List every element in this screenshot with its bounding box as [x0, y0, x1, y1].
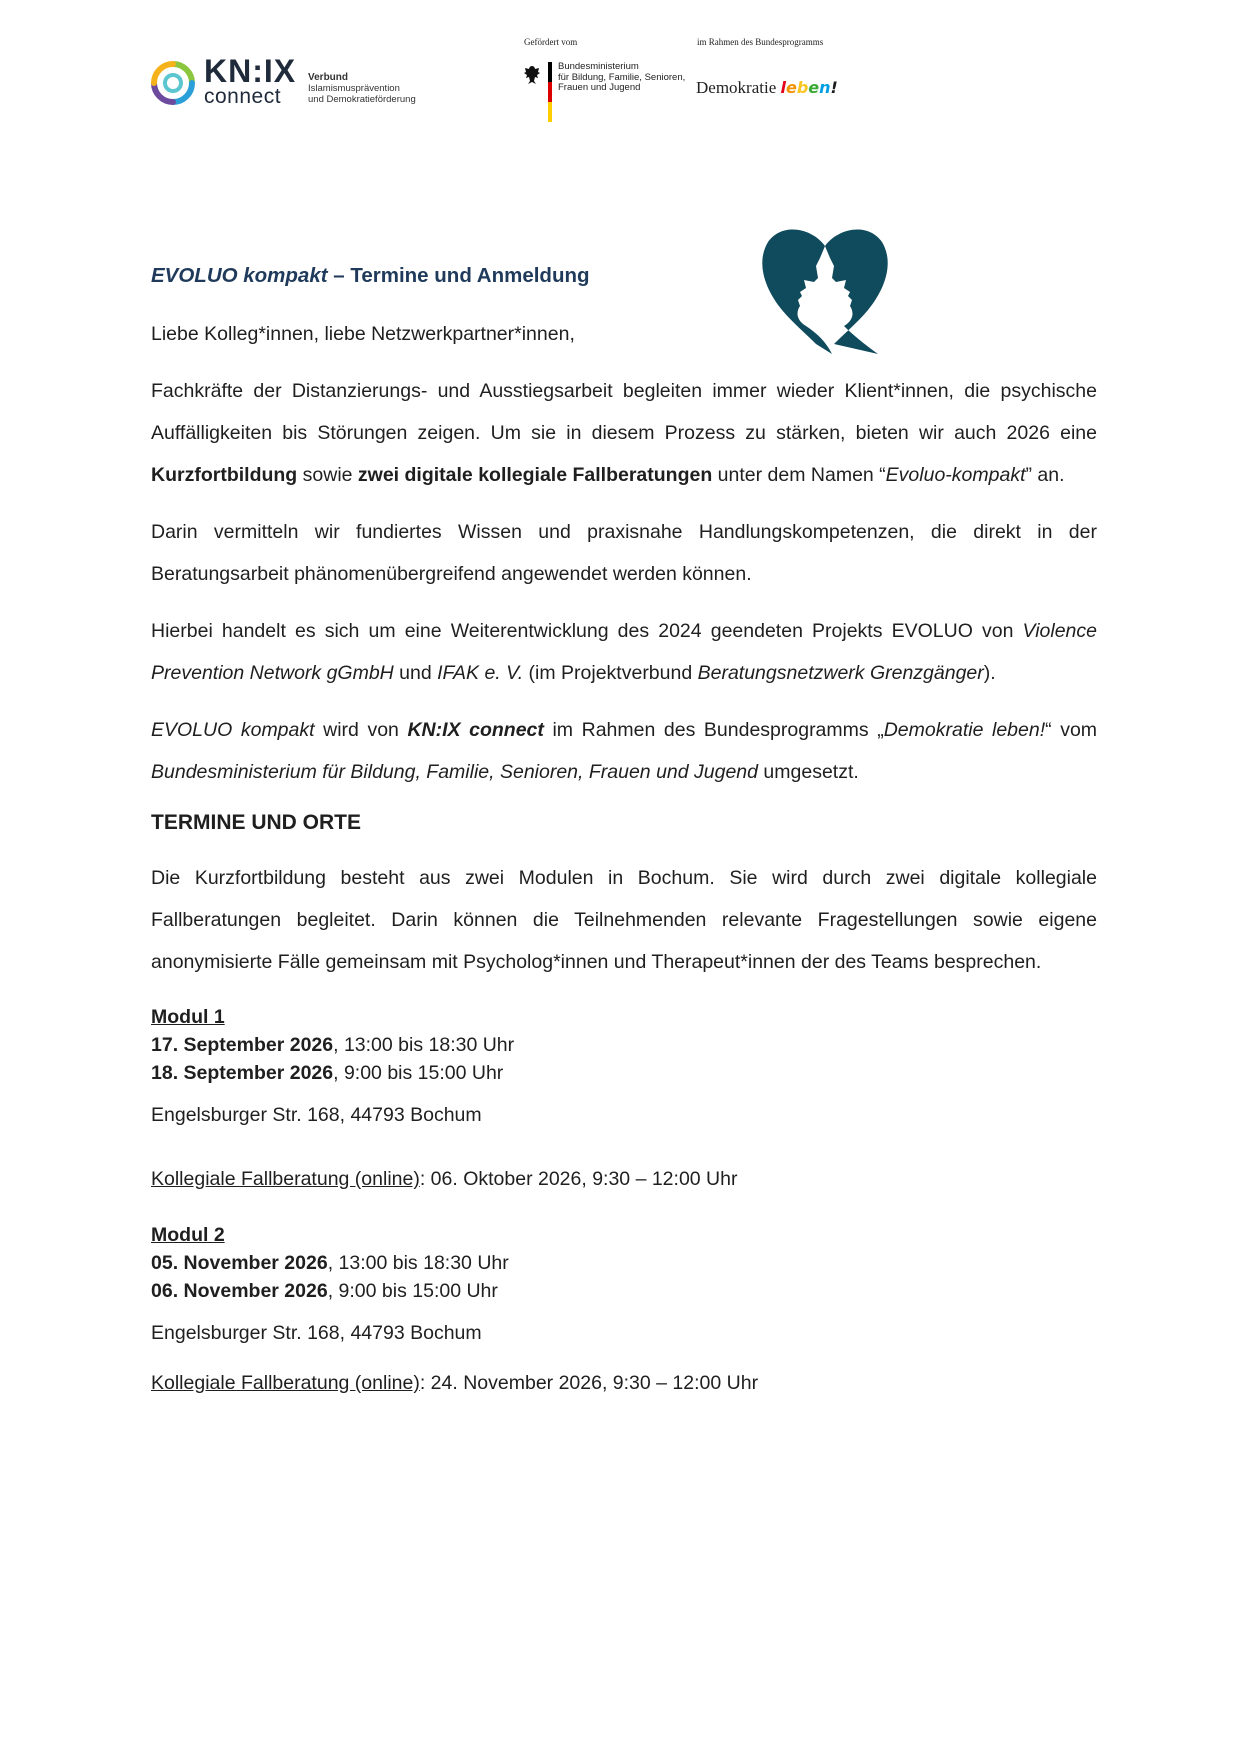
knix-connect-logo: [150, 53, 450, 116]
para4-text-1: wird von: [314, 719, 408, 741]
knix-brand-top: KN:IX: [204, 53, 297, 89]
module-2-date-2-bold: 06. November 2026: [151, 1280, 328, 1302]
paragraph-knowledge: Darin vermitteln wir fundiertes Wissen und praxisnahe Handlungskompetenzen, die direkt in der Beratungsarbeit phänomenübergreifend angewendet werden können.: [151, 521, 1097, 585]
ministry-line-2: für Bildung, Familie, Senioren,: [558, 71, 686, 83]
leben-letter: e: [808, 78, 820, 97]
module-2-date-1-time: , 13:00 bis 18:30 Uhr: [327, 1252, 509, 1274]
greeting: Liebe Kolleg*innen, liebe Netzwerkpartner*innen,: [151, 323, 575, 345]
para1-text-3: unter dem Namen “: [712, 464, 886, 486]
para4-italic-1: EVOLUO kompakt: [151, 719, 315, 741]
ministry-name: [558, 62, 688, 94]
module-1-address: Engelsburger Str. 168, 44793 Bochum: [151, 1104, 482, 1126]
section-title: TERMINE UND ORTE: [151, 811, 361, 834]
module-2-consult-label: Kollegiale Fallberatung (online): [151, 1372, 420, 1394]
para1-text-1: Fachkräfte der Distanzierungs- und Ausstiegsarbeit begleiten immer wieder Klient*innen, die psychische Auffälligkeiten bis Störungen zeigen. Um sie in diesem Prozess zu stärken, bieten wir auch 2026 eine: [151, 380, 1097, 444]
leben-letter: n: [819, 78, 831, 97]
paragraph-funding: [151, 709, 1097, 793]
leben-letter: b: [796, 78, 809, 97]
module-2-consultation: [151, 1369, 1097, 1397]
demokratie-leben-logo: [696, 78, 856, 98]
ministry-line-1: Bundesministerium: [558, 61, 639, 72]
module-1-date-1-bold: 17. September 2026: [151, 1034, 334, 1056]
module-1-date-1-time: , 13:00 bis 18:30 Uhr: [333, 1034, 515, 1056]
para3-italic-3: Beratungsnetzwerk Grenzgänger: [697, 662, 984, 684]
paragraph-intro: [151, 370, 1097, 496]
para1-text-4: ” an.: [1025, 464, 1065, 486]
module-1-consultation: [151, 1165, 1097, 1193]
module-1-date-1: [151, 1031, 1097, 1059]
knix-sub-1: Verbund: [308, 72, 349, 83]
para1-bold-2: zwei digitale kollegiale Fallberatungen: [357, 464, 713, 486]
letter-body: [151, 259, 1097, 1397]
para1-text-2: sowie: [297, 464, 358, 486]
ministry-logo: [522, 61, 686, 124]
paragraph-history: [151, 610, 1097, 694]
demokratie-word: Demokratie: [696, 78, 777, 97]
para4-italic-2: Demokratie leben!: [883, 719, 1046, 741]
para1-italic-1: Evoluo-kompakt: [885, 464, 1026, 486]
para3-text-3: (im Projektverbund: [523, 662, 698, 684]
german-flag-bar: [548, 62, 552, 122]
para4-text-4: umgesetzt.: [758, 761, 859, 783]
module-2-address: Engelsburger Str. 168, 44793 Bochum: [151, 1322, 482, 1344]
leben-letter: !: [830, 78, 838, 97]
leben-word: [781, 78, 838, 97]
title-rest: – Termine und Anmeldung: [327, 264, 590, 287]
leben-letter: e: [785, 78, 797, 97]
para4-italic-3: Bundesministerium für Bildung, Familie, Senioren, Frauen und Jugend: [151, 761, 758, 783]
module-2-title-text: Modul 2: [151, 1224, 225, 1246]
ministry-line-3: Frauen und Jugend: [558, 82, 641, 93]
knix-sub-2: Islamismusprävention: [308, 83, 400, 94]
knix-ring-icon: [150, 60, 196, 106]
framework-label: im Rahmen des Bundesprogramms: [697, 37, 824, 47]
module-1-consult-label: Kollegiale Fallberatung (online): [151, 1168, 420, 1190]
module-2-date-1-bold: 05. November 2026: [151, 1252, 328, 1274]
module-1-title: [151, 1003, 1097, 1031]
module-1-date-2-bold: 18. September 2026: [151, 1062, 334, 1084]
para3-text-2: und: [393, 662, 438, 684]
module-1-date-2: [151, 1059, 1097, 1087]
knix-sub-3: und Demokratieförderung: [308, 94, 416, 105]
page-title: [151, 259, 1097, 293]
module-1-consult-date: : 06. Oktober 2026, 9:30 – 12:00 Uhr: [419, 1168, 738, 1190]
leben-letter: l: [780, 78, 786, 97]
module-1-title-text: Modul 1: [151, 1006, 225, 1028]
para3-text-4: ).: [983, 662, 996, 684]
module-2-date-2: [151, 1277, 1097, 1305]
funded-by-label: Gefördert vom: [524, 37, 578, 47]
module-2-date-1: [151, 1249, 1097, 1277]
module-2-consult-date: : 24. November 2026, 9:30 – 12:00 Uhr: [419, 1372, 759, 1394]
para3-text-1: Hierbei handelt es sich um eine Weiterentwicklung des 2024 geendeten Projekts EVOLUO von: [151, 620, 1023, 642]
paragraph-schedule: Die Kurzfortbildung besteht aus zwei Modulen in Bochum. Sie wird durch zwei digitale kollegiale Fallberatungen begleitet. Darin können die Teilnehmenden relevante Fragestellungen sowie eigene anonymisierte Fälle gemeinsam mit Psycholog*innen und Therapeut*innen der des Teams besprechen.: [151, 867, 1097, 973]
para4-text-3: “ vom: [1045, 719, 1098, 741]
para1-bold-1: Kurzfortbildung: [151, 464, 298, 486]
knix-brand-bottom: connect: [204, 85, 282, 108]
para4-text-2: im Rahmen des Bundesprogramms „: [543, 719, 884, 741]
module-2-title: [151, 1221, 1097, 1249]
module-1-date-2-time: , 9:00 bis 15:00 Uhr: [333, 1062, 504, 1084]
para3-italic-2: IFAK e. V.: [437, 662, 524, 684]
title-italic: EVOLUO kompakt: [151, 264, 328, 287]
para4-bold-italic-1: KN:IX connect: [407, 719, 544, 741]
knix-brand: [204, 53, 304, 108]
module-2-date-2-time: , 9:00 bis 15:00 Uhr: [327, 1280, 498, 1302]
para3-italic-1: Violence Prevention Network gGmbH: [151, 620, 1097, 684]
federal-eagle-icon: [522, 64, 542, 86]
knix-subtitle: [308, 72, 468, 105]
